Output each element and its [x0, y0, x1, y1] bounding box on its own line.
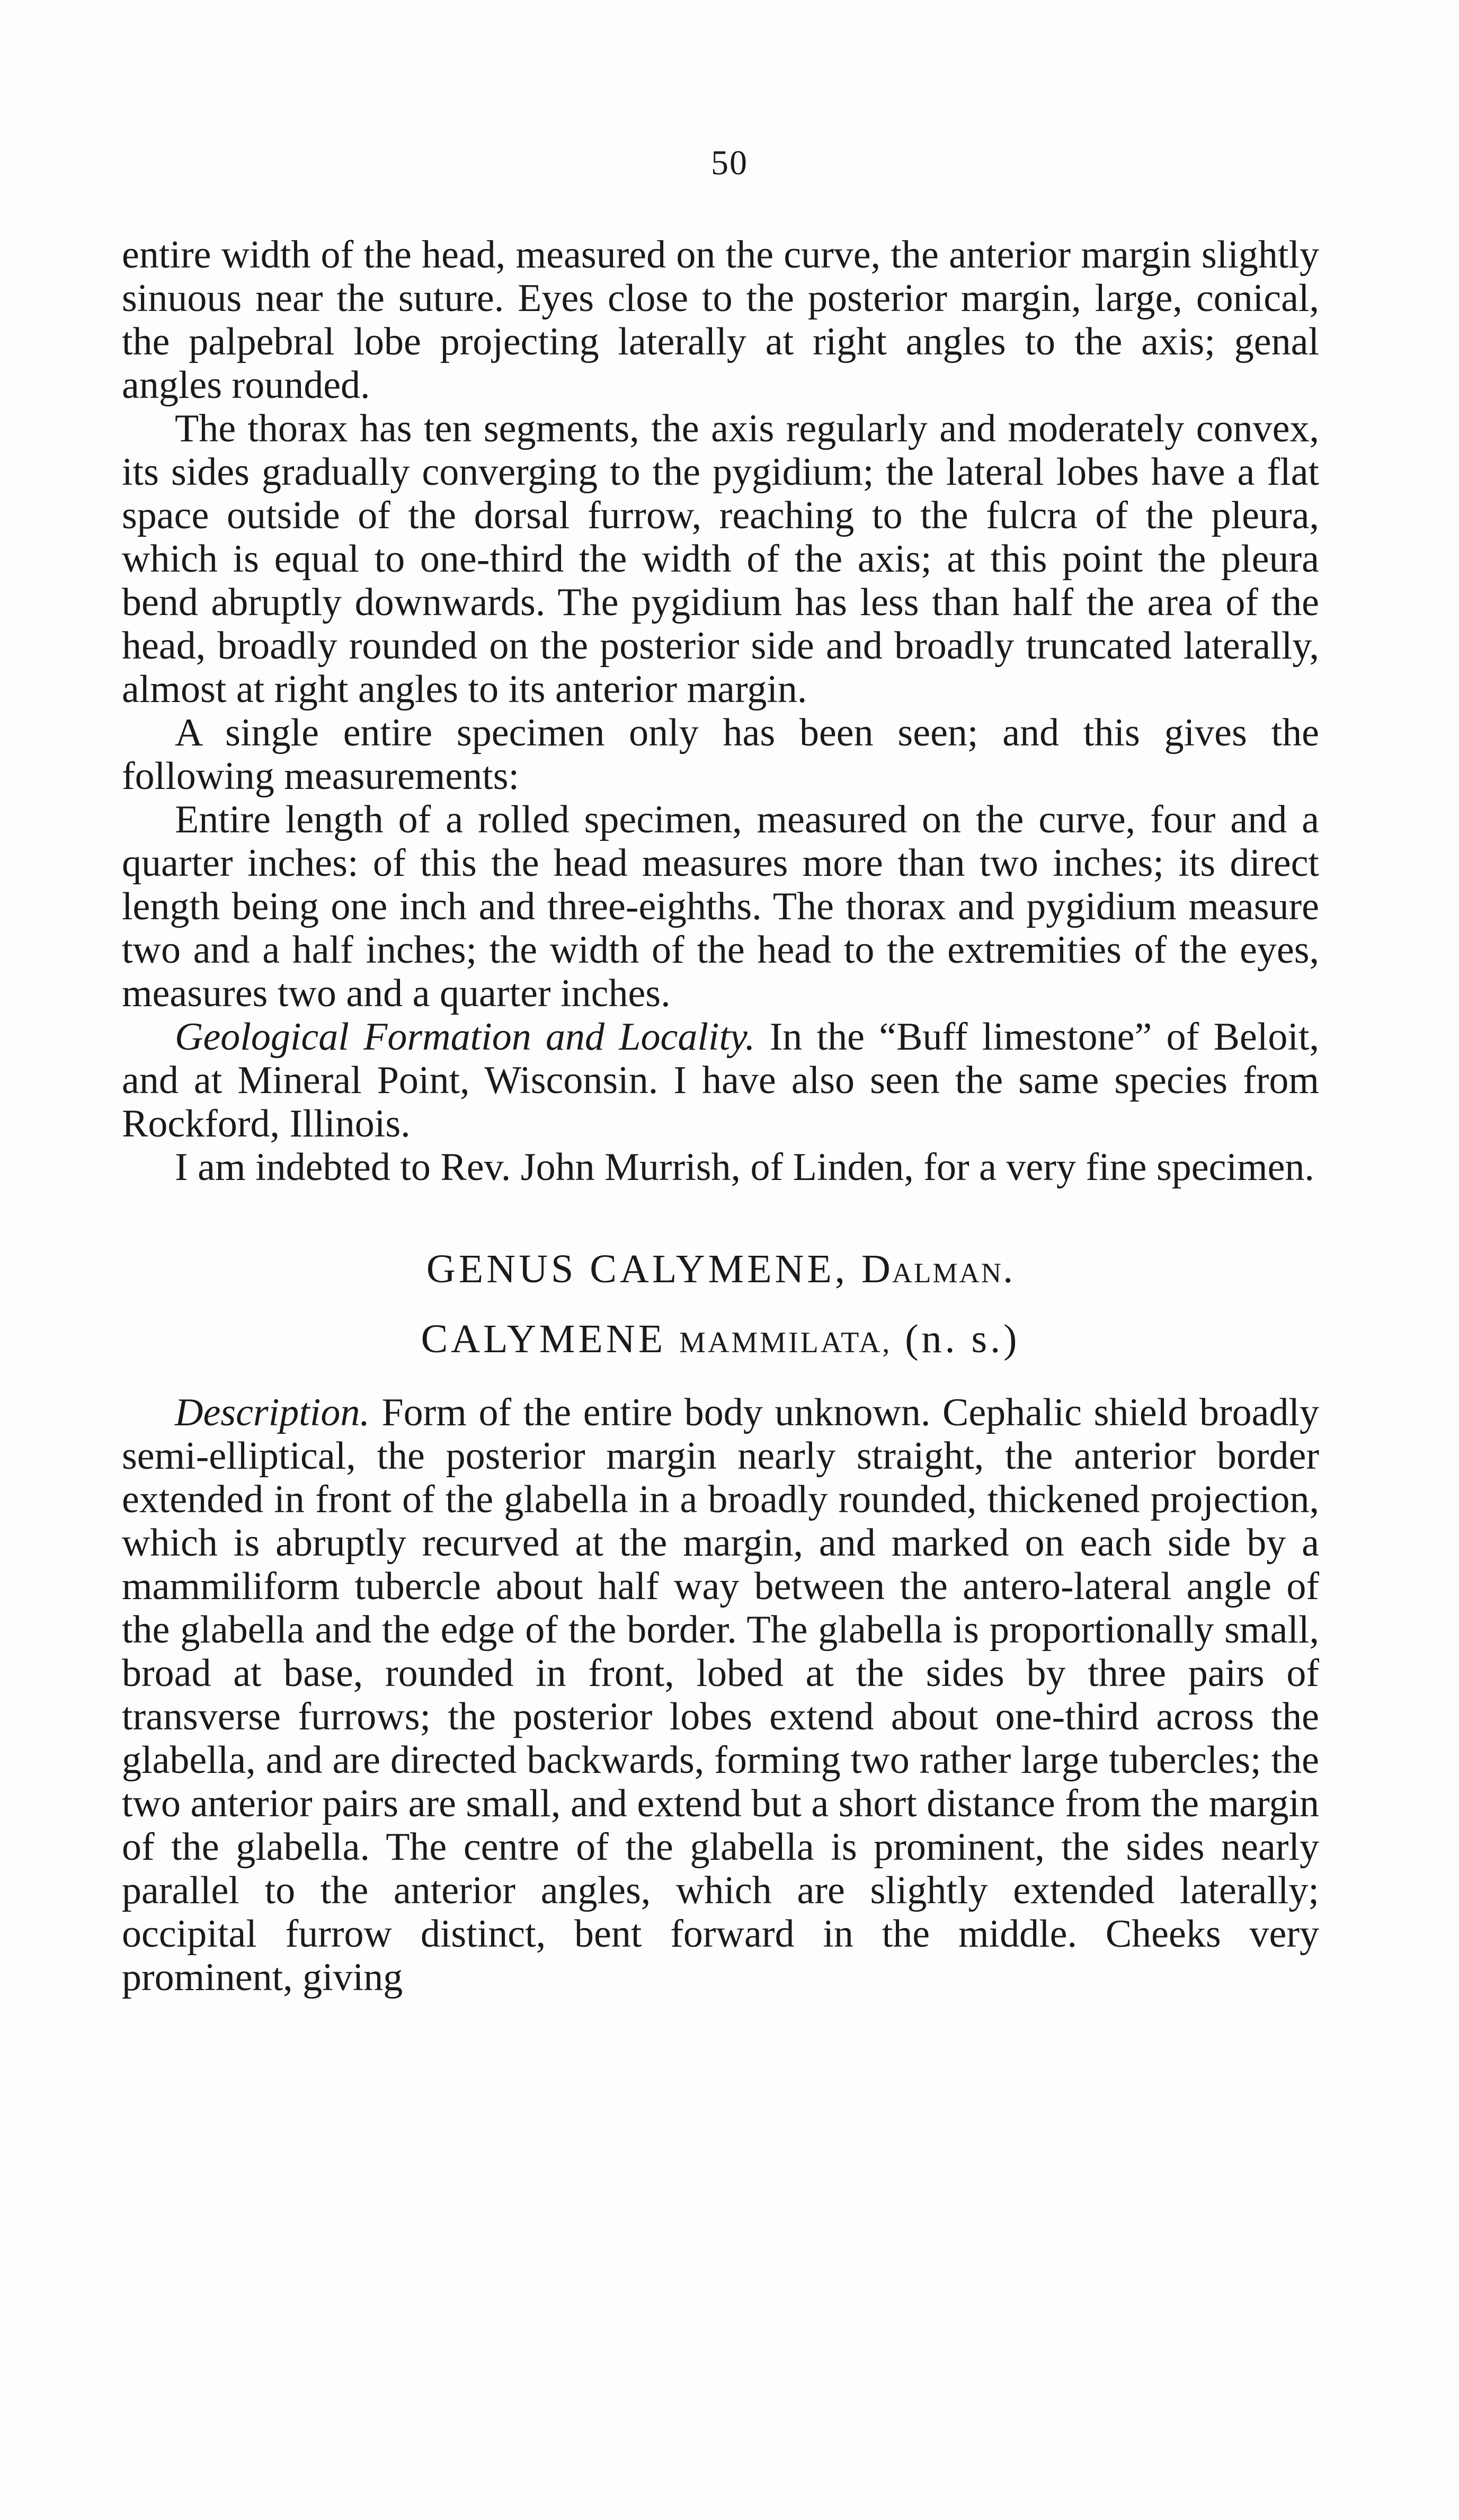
description-text: Form of the entire body unknown. Cephalic shield broadly semi-elliptical, the posterior margin nearly straight, the anterior border extended in front of the glabella in a broadly rounded, thickened projection, which is abruptly recurved at the margin, and marked on each side by a mammiliform tubercle about half way between the antero-lateral angle of the glabella and the edge of the border. The glabella is proportionally small, broad at base, rounded in front, lobed at the sides by three pairs of transverse furrows; the posterior lobes extend about one-third across the glabella, and are directed backwards, forming two rather large tubercles; the two anterior pairs are small, and extend but a short distance from the margin of the glabella. The centre of the glabella is prominent, the sides nearly parallel to the anterior angles, which are slightly extended laterally; occipital furrow distinct, bent forward in the middle. Cheeks very prominent, giving: [122, 1391, 1319, 1999]
genus-author: Dalman.: [861, 1247, 1015, 1291]
species-genus: CALYMENE: [421, 1317, 666, 1361]
page-number: 50: [711, 144, 748, 182]
paragraph-description: [122, 1391, 1319, 1999]
paragraph-specimen: A single entire specimen only has been seen; and this gives the following measurements:: [122, 711, 1319, 798]
locality-text: In the “Buff limestone” of Beloit, and at Mineral Point, Wisconsin. I have also seen the same species from Rockford, Illinois.: [122, 1015, 1319, 1146]
genus-heading: [122, 1247, 1319, 1291]
paragraph-measurements: Entire length of a rolled specimen, measured on the curve, four and a quarter inches: of this the head measures more than two inches; its direct length being one inch and three-eighths. The thorax and pygidium measure two and a half inches; the width of the head to the extremities of the eyes, measures two and a quarter inches.: [122, 798, 1319, 1015]
paragraph-head-description: entire width of the head, measured on the curve, the anterior margin slightly sinuous near the suture. Eyes close to the posterior margin, large, conical, the palpebral lobe projecting laterally at right angles to the axis; genal angles rounded.: [122, 233, 1319, 407]
paragraph-thorax: The thorax has ten segments, the axis regularly and moderately convex, its sides gradually converging to the pygidium; the lateral lobes have a flat space outside of the dorsal furrow, reaching to the fulcra of the pleura, which is equal to one-third the width of the axis; at this point the pleura bend abruptly downwards. The pygidium has less than half the area of the head, broadly rounded on the posterior side and broadly truncated laterally, almost at right angles to its anterior margin.: [122, 407, 1319, 711]
species-heading: [122, 1317, 1319, 1364]
description-label: Description.: [175, 1391, 370, 1434]
paragraph-locality: [122, 1015, 1319, 1146]
page-body: [122, 233, 1319, 1999]
locality-label: Geological Formation and Locality.: [175, 1015, 755, 1059]
species-note: (n. s.): [905, 1317, 1020, 1361]
paragraph-acknowledgement: I am indebted to Rev. John Murrish, of Linden, for a very fine specimen.: [175, 1146, 1314, 1189]
genus-name: GENUS CALYMENE,: [426, 1247, 848, 1291]
species-name: MAMMILATA,: [679, 1326, 892, 1359]
